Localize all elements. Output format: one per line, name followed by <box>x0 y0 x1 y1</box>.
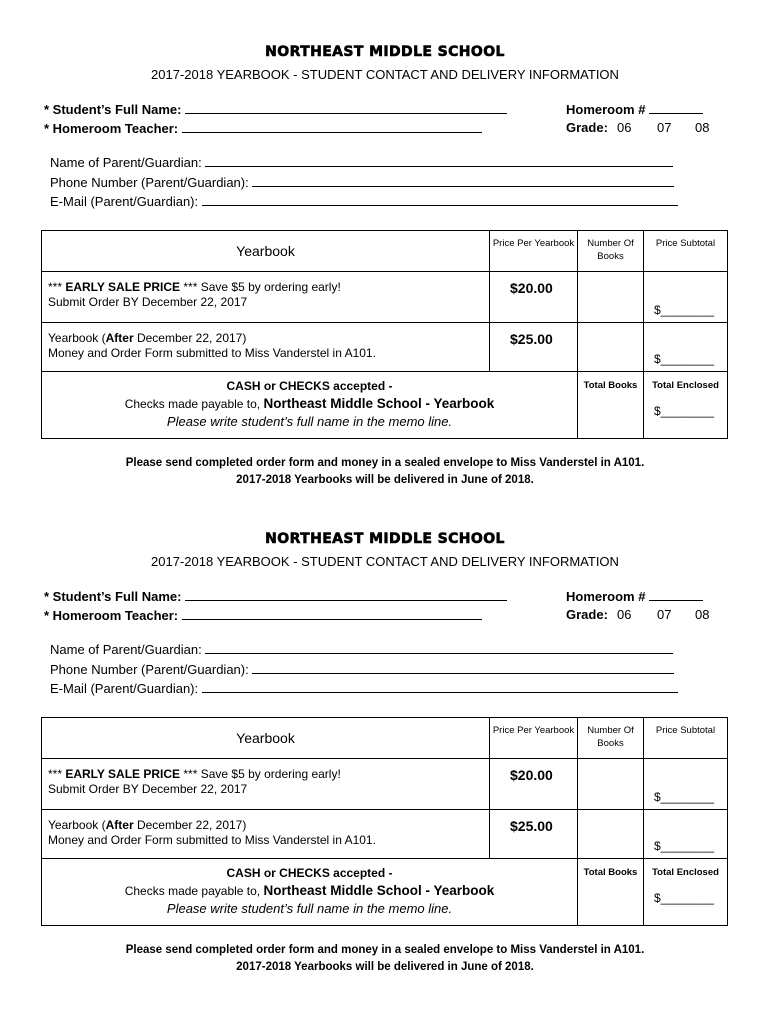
parent-email-label: E-Mail (Parent/Guardian): <box>50 194 199 209</box>
homeroom-row <box>566 588 703 604</box>
student-name-row <box>44 588 507 604</box>
school-name: NORTHEAST MIDDLE SCHOOL <box>265 44 505 60</box>
delivery-date: 2017-2018 Yearbooks will be delivered in June of 2018. <box>236 474 534 486</box>
early-price: $20.00 <box>490 272 578 323</box>
early-sale-desc <box>42 759 490 810</box>
early-subtotal-field[interactable]: $________ <box>644 759 728 810</box>
early-deadline: Submit Order BY December 22, 2017 <box>48 295 248 309</box>
early-bold: EARLY SALE PRICE <box>65 280 181 294</box>
table-footer-row <box>42 859 728 926</box>
total-enclosed-field[interactable] <box>644 859 728 926</box>
homeroom-label: Homeroom # <box>566 102 646 117</box>
cash-line: CASH or CHECKS accepted - <box>226 379 393 393</box>
payable-name: Northeast Middle School - Yearbook <box>263 883 495 898</box>
homeroom-field[interactable] <box>649 588 703 601</box>
total-books-field[interactable] <box>578 859 644 926</box>
student-name-field[interactable] <box>185 588 507 601</box>
regular-desc <box>42 323 490 372</box>
grade-option-08[interactable]: 08 <box>695 120 710 135</box>
student-name-label: * Student’s Full Name: <box>44 102 182 117</box>
parent-phone-row <box>50 174 674 190</box>
payment-info <box>42 859 578 926</box>
parent-email-label: E-Mail (Parent/Guardian): <box>50 681 199 696</box>
form-subtitle: 2017-2018 YEARBOOK - STUDENT CONTACT AND DELIVERY INFORMATION <box>151 67 619 82</box>
parent-email-row <box>50 193 678 209</box>
school-name: NORTHEAST MIDDLE SCHOOL <box>265 531 505 547</box>
parent-phone-label: Phone Number (Parent/Guardian): <box>50 175 249 190</box>
homeroom-teacher-label: * Homeroom Teacher: <box>44 608 179 623</box>
grade-option-08[interactable]: 08 <box>695 607 710 622</box>
early-suffix: *** Save $5 by ordering early! <box>180 280 341 294</box>
total-enclosed-label: Total Enclosed <box>652 380 719 391</box>
grade-label: Grade: <box>566 607 608 622</box>
delivery-notice <box>0 942 770 976</box>
regular-bold: After <box>105 818 134 832</box>
grade-label: Grade: <box>566 120 608 135</box>
homeroom-field[interactable] <box>649 101 703 114</box>
col-number-of-books: Number Of Books <box>578 718 644 759</box>
table-row-regular <box>42 323 728 372</box>
regular-price: $25.00 <box>490 810 578 859</box>
student-name-field[interactable] <box>185 101 507 114</box>
table-header-row <box>42 718 728 759</box>
total-books-label: Total Books <box>583 867 638 878</box>
table-header-row <box>42 231 728 272</box>
parent-name-row <box>50 641 673 657</box>
order-table <box>41 717 728 926</box>
delivery-instructions: Please send completed order form and money in a sealed envelope to Miss Vanderstel in A101. <box>125 457 645 469</box>
early-price: $20.00 <box>490 759 578 810</box>
grade-option-06[interactable]: 06 <box>617 120 632 135</box>
regular-suffix: December 22, 2017) <box>133 818 247 832</box>
early-prefix: *** <box>48 280 66 294</box>
total-enclosed-field[interactable] <box>644 372 728 439</box>
table-row-early <box>42 759 728 810</box>
grade-option-07[interactable]: 07 <box>657 607 672 622</box>
parent-name-label: Name of Parent/Guardian: <box>50 642 202 657</box>
early-sale-desc <box>42 272 490 323</box>
delivery-instructions: Please send completed order form and money in a sealed envelope to Miss Vanderstel in A101. <box>125 944 645 956</box>
payable-prefix: Checks made payable to, <box>124 884 264 898</box>
col-price-per: Price Per Yearbook <box>490 231 578 272</box>
early-deadline: Submit Order BY December 22, 2017 <box>48 782 248 796</box>
early-suffix: *** Save $5 by ordering early! <box>180 767 341 781</box>
regular-instructions: Money and Order Form submitted to Miss Vanderstel in A101. <box>48 833 376 847</box>
regular-subtotal-field[interactable]: $________ <box>644 810 728 859</box>
total-enclosed-label: Total Enclosed <box>652 867 719 878</box>
regular-suffix: December 22, 2017) <box>133 331 247 345</box>
grade-option-06[interactable]: 06 <box>617 607 632 622</box>
student-name-row <box>44 101 507 117</box>
payable-name: Northeast Middle School - Yearbook <box>263 396 495 411</box>
regular-prefix: Yearbook ( <box>48 331 106 345</box>
parent-email-field[interactable] <box>202 680 678 693</box>
homeroom-teacher-field[interactable] <box>182 607 482 620</box>
early-number-field[interactable] <box>578 272 644 323</box>
regular-prefix: Yearbook ( <box>48 818 106 832</box>
parent-email-row <box>50 680 678 696</box>
homeroom-row <box>566 101 703 117</box>
col-number-of-books: Number Of Books <box>578 231 644 272</box>
col-yearbook: Yearbook <box>42 718 490 759</box>
table-row-early <box>42 272 728 323</box>
parent-email-field[interactable] <box>202 193 678 206</box>
student-name-label: * Student’s Full Name: <box>44 589 182 604</box>
regular-price: $25.00 <box>490 323 578 372</box>
grade-option-07[interactable]: 07 <box>657 120 672 135</box>
payable-prefix: Checks made payable to, <box>124 397 264 411</box>
parent-name-label: Name of Parent/Guardian: <box>50 155 202 170</box>
homeroom-teacher-label: * Homeroom Teacher: <box>44 121 179 136</box>
parent-name-field[interactable] <box>205 154 673 167</box>
payment-info <box>42 372 578 439</box>
early-prefix: *** <box>48 767 66 781</box>
regular-bold: After <box>105 331 134 345</box>
delivery-date: 2017-2018 Yearbooks will be delivered in June of 2018. <box>236 961 534 973</box>
regular-subtotal-field[interactable]: $________ <box>644 323 728 372</box>
delivery-notice <box>0 455 770 489</box>
homeroom-teacher-field[interactable] <box>182 120 482 133</box>
homeroom-teacher-row <box>44 120 482 136</box>
col-yearbook: Yearbook <box>42 231 490 272</box>
total-enclosed-blank: $________ <box>654 404 715 418</box>
cash-line: CASH or CHECKS accepted - <box>226 866 393 880</box>
homeroom-label: Homeroom # <box>566 589 646 604</box>
homeroom-teacher-row <box>44 607 482 623</box>
total-enclosed-blank: $________ <box>654 891 715 905</box>
col-price-subtotal: Price Subtotal <box>644 231 728 272</box>
table-footer-row <box>42 372 728 439</box>
early-subtotal-field[interactable]: $________ <box>644 272 728 323</box>
early-bold: EARLY SALE PRICE <box>65 767 181 781</box>
regular-desc <box>42 810 490 859</box>
parent-phone-field[interactable] <box>252 174 674 187</box>
col-price-per: Price Per Yearbook <box>490 718 578 759</box>
col-price-subtotal: Price Subtotal <box>644 718 728 759</box>
memo-line: Please write student’s full name in the memo line. <box>166 414 453 429</box>
order-table <box>41 230 728 439</box>
table-row-regular <box>42 810 728 859</box>
form-subtitle: 2017-2018 YEARBOOK - STUDENT CONTACT AND DELIVERY INFORMATION <box>151 554 619 569</box>
parent-phone-label: Phone Number (Parent/Guardian): <box>50 662 249 677</box>
regular-instructions: Money and Order Form submitted to Miss Vanderstel in A101. <box>48 346 376 360</box>
parent-phone-row <box>50 661 674 677</box>
memo-line: Please write student’s full name in the memo line. <box>166 901 453 916</box>
parent-name-field[interactable] <box>205 641 673 654</box>
total-books-label: Total Books <box>583 380 638 391</box>
regular-number-field[interactable] <box>578 323 644 372</box>
total-books-field[interactable] <box>578 372 644 439</box>
parent-name-row <box>50 154 673 170</box>
regular-number-field[interactable] <box>578 810 644 859</box>
early-number-field[interactable] <box>578 759 644 810</box>
parent-phone-field[interactable] <box>252 661 674 674</box>
